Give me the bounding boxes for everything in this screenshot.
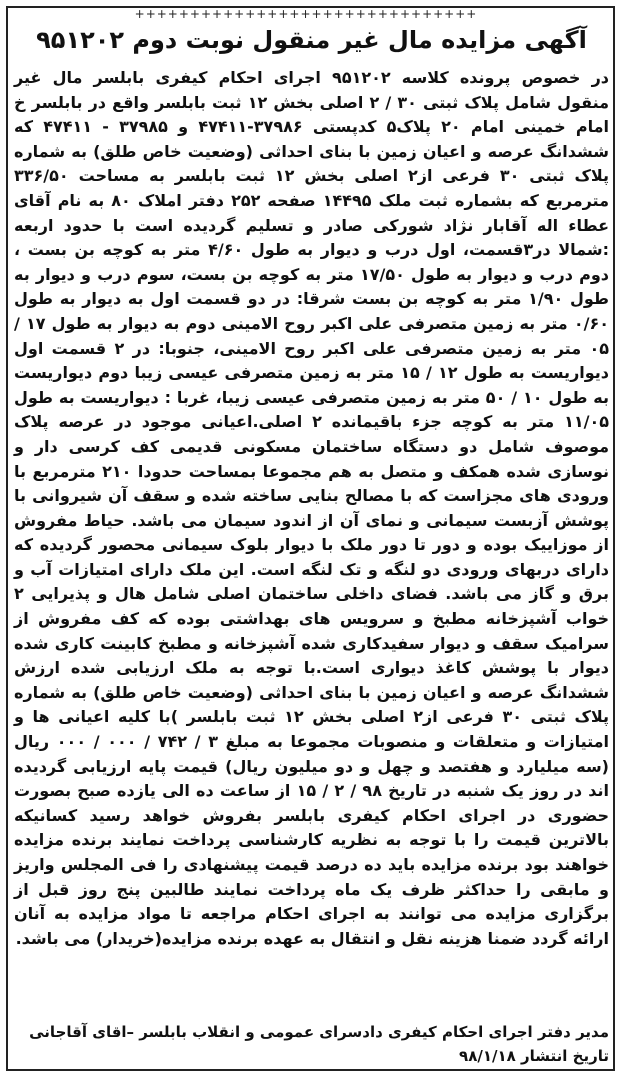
notice-body: در خصوص پرونده کلاسه ۹۵۱۲۰۲ اجرای احکام کیفری بابلسر مال غیر منقول شامل پلاک ثبتی ۳۰ / ۲ اصلی بخش ۱۲ ثبت بابلسر واقع در بابلسر خ امام خمینی امام ۲۰ پلاک۵ کدپستی ۳۷۹۸۶-۴۷۴۱۱ و ۳۷۹۸۵ - ۴۷۴۱۱ که ششدانگ عرصه و اعیان زمین با بنای احداثی (وضعیت خاص طلق) به شماره پلاک ثبتی ۳۰ فرعی از۲ اصلی بخش ۱۲ ثبت بابلسر به مساحت ۳۳۶/۵۰ مترمربع که بشماره ثبت ملک ۱۴۴۹۵ صفحه ۲۵۲ دفتر املاک ۸۰ به نام آقای عطاء اله آقابار نژاد شورکی صادر و تسلیم گردیده است با حدود اربعه :شمالا در۳قسمت، اول درب و دیوار به طول ۴/۶۰ متر به کوچه بن بست ، دوم درب و دیوار به طول ۱۷/۵۰ متر به کوچه بن بست، سوم درب و دیوار به طول ۱/۹۰ متر به کوچه بن بست شرقا: در دو قسمت اول به دیوار به طول ۰/۶۰ متر به زمین متصرفی علی اکبر روح الامینی دوم به دیوار به طول ۱۷ / ۰۵ متر به زمین متصرفی علی اکبر روح الامینی، جنوبا: در ۲ قسمت اول دیواریست به طول ۱۲ / ۱۵ متر به زمین متصرفی عیسی زیبا دوم دیواریست به طول ۱۰ / ۵۰ متر به زمین متصرفی عیسی زیبا، غربا : دیواریست به طول ۱۱/۰۵ متر به کوچه جزء باقیمانده ۲ اصلی.اعیانی موجود در عرصه پلاک موصوف شامل دو دستگاه ساختمان مسکونی قدیمی کف کرسی دار و نوسازی شده همکف و متصل به هم مجموعا بمساحت حدودا ۲۱۰ مترمربع با ورودی های مجزاست که با مصالح بنایی ساخته شده و سقف آن شیروانی با پوشش آزبست سیمانی و نمای آن از اندود سیمان می باشد. حیاط مفروش از موزاییک بوده و دور تا دور ملک با دیوار بلوک سیمانی محصور گردیده که دارای دربهای ورودی دو لنگه و تک لنگه است. این ملک دارای امتیازات آب و برق و گاز می باشد. فضای داخلی ساختمان اصلی شامل هال و پذیرایی ۲ خواب آشپزخانه مطبخ و سرویس های بهداشتی بوده که کف مفروش از سرامیک سقف و دیوار سفیدکاری شده آشپزخانه و مطبخ کابینت کاری شده دیوار با پوشش کاغذ دیواری است.با توجه به ملک ارزیابی شده ارزش ششدانگ عرصه و اعیان زمین با بنای احداثی (وضعیت خاص طلق) به شماره پلاک ثبتی ۳۰ فرعی از۲ اصلی بخش ۱۲ ثبت بابلسر )با کلیه اعیانی ها و امتیازات و متعلقات و منصوبات مجموعا به مبلغ ۳ / ۷۴۲ / ۰۰۰ / ۰۰۰ ریال (سه میلیارد و هفتصد و چهل و دو میلیون ریال) قیمت پایه ارزیابی گردیده اند در روز یک شنبه در تاریخ ۹۸ / ۲ / ۱۵ از ساعت ده الی یازده صبح بصورت حضوری در اجرای احکام کیفری بابلسر بفروش خواهد رسید کسانیکه بالاترین قیمت را با توجه به نظریه کارشناسی پرداخت نمایند برنده مزایده خواهند بود برنده مزایده باید ده درصد قیمت پیشنهادی را فی المجلس واریز و مابقی را حداکثر ظرف یک ماه پرداخت نمایند طالبین پنج روز قبل از برگزاری مزایده می توانند به اجرای احکام مراجعه تا مواد مزایده به آنان ارائه گردد ضمنا هزینه نقل و انتقال به عهده برنده مزایده(خریدار) می باشد. bbox=[14, 68, 610, 948]
top-decoration: +++++++++++++++++++++++++++++++ bbox=[134, 8, 478, 20]
notice-footer bbox=[14, 1020, 609, 1068]
notice-title: آگهی مزایده مال غیر منقول نوبت دوم ۹۵۱۲۰۲ bbox=[36, 26, 587, 54]
publish-date: تاریخ انتشار ۹۸/۱/۱۸ bbox=[459, 1047, 609, 1065]
signature-line: مدیر دفتر اجرای احکام کیفری دادسرای عمومی و انقلاب بابلسر –اقای آقاجانی bbox=[29, 1023, 609, 1041]
